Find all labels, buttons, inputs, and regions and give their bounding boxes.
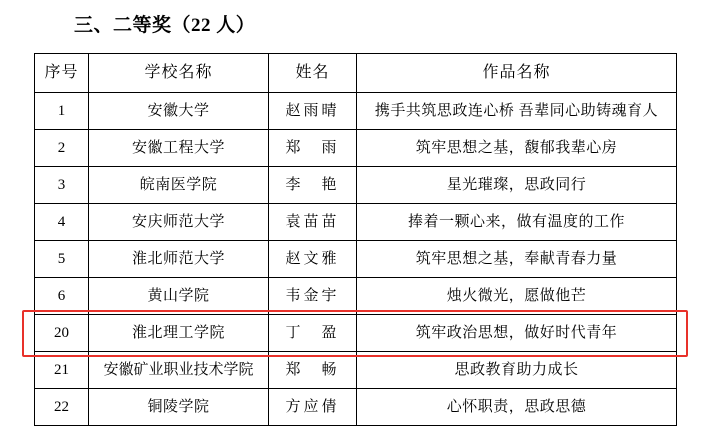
cell-name: 赵文雅 (269, 241, 357, 278)
cell-work: 烛火微光，愿做他芒 (357, 278, 677, 315)
cell-name: 郑 雨 (269, 130, 357, 167)
cell-work: 携手共筑思政连心桥 吾辈同心助铸魂育人 (357, 93, 677, 130)
cell-work: 筑牢政治思想，做好时代青年 (357, 315, 677, 352)
cell-no: 5 (35, 241, 89, 278)
table-row (35, 315, 677, 352)
cell-no: 20 (35, 315, 89, 352)
table-row (35, 241, 677, 278)
table-header-row (35, 54, 677, 93)
cell-school: 淮北师范大学 (89, 241, 269, 278)
cell-work: 星光璀璨，思政同行 (357, 167, 677, 204)
cell-school: 安徽大学 (89, 93, 269, 130)
column-header-work: 作品名称 (357, 54, 677, 93)
cell-no: 21 (35, 352, 89, 389)
table-row (35, 278, 677, 315)
cell-no: 1 (35, 93, 89, 130)
cell-work: 筑牢思想之基，奉献青春力量 (357, 241, 677, 278)
table-row (35, 130, 677, 167)
cell-work: 思政教育助力成长 (357, 352, 677, 389)
table-row (35, 93, 677, 130)
column-header-school: 学校名称 (89, 54, 269, 93)
cell-school: 黄山学院 (89, 278, 269, 315)
cell-school: 安徽矿业职业技术学院 (89, 352, 269, 389)
cell-school: 安庆师范大学 (89, 204, 269, 241)
cell-name: 李 艳 (269, 167, 357, 204)
cell-name: 韦金宇 (269, 278, 357, 315)
cell-work: 筑牢思想之基，馥郁我辈心房 (357, 130, 677, 167)
table-header (35, 54, 677, 93)
cell-work: 心怀职责，思政思德 (357, 389, 677, 426)
award-table (34, 53, 677, 426)
table-body (35, 93, 677, 426)
cell-work: 捧着一颗心来，做有温度的工作 (357, 204, 677, 241)
cell-no: 6 (35, 278, 89, 315)
cell-no: 3 (35, 167, 89, 204)
cell-school: 皖南医学院 (89, 167, 269, 204)
cell-name: 方应倩 (269, 389, 357, 426)
cell-name: 郑 畅 (269, 352, 357, 389)
table-row (35, 167, 677, 204)
table-row (35, 204, 677, 241)
cell-name: 赵雨晴 (269, 93, 357, 130)
cell-school: 铜陵学院 (89, 389, 269, 426)
cell-no: 4 (35, 204, 89, 241)
award-table-container (34, 53, 676, 426)
column-header-no: 序号 (35, 54, 89, 93)
table-row (35, 389, 677, 426)
section-title: 三、二等奖（22 人） (74, 15, 256, 36)
column-header-name: 姓名 (269, 54, 357, 93)
cell-school: 安徽工程大学 (89, 130, 269, 167)
table-row (35, 352, 677, 389)
cell-name: 丁 盈 (269, 315, 357, 352)
cell-name: 袁苗苗 (269, 204, 357, 241)
cell-no: 2 (35, 130, 89, 167)
cell-no: 22 (35, 389, 89, 426)
cell-school: 淮北理工学院 (89, 315, 269, 352)
